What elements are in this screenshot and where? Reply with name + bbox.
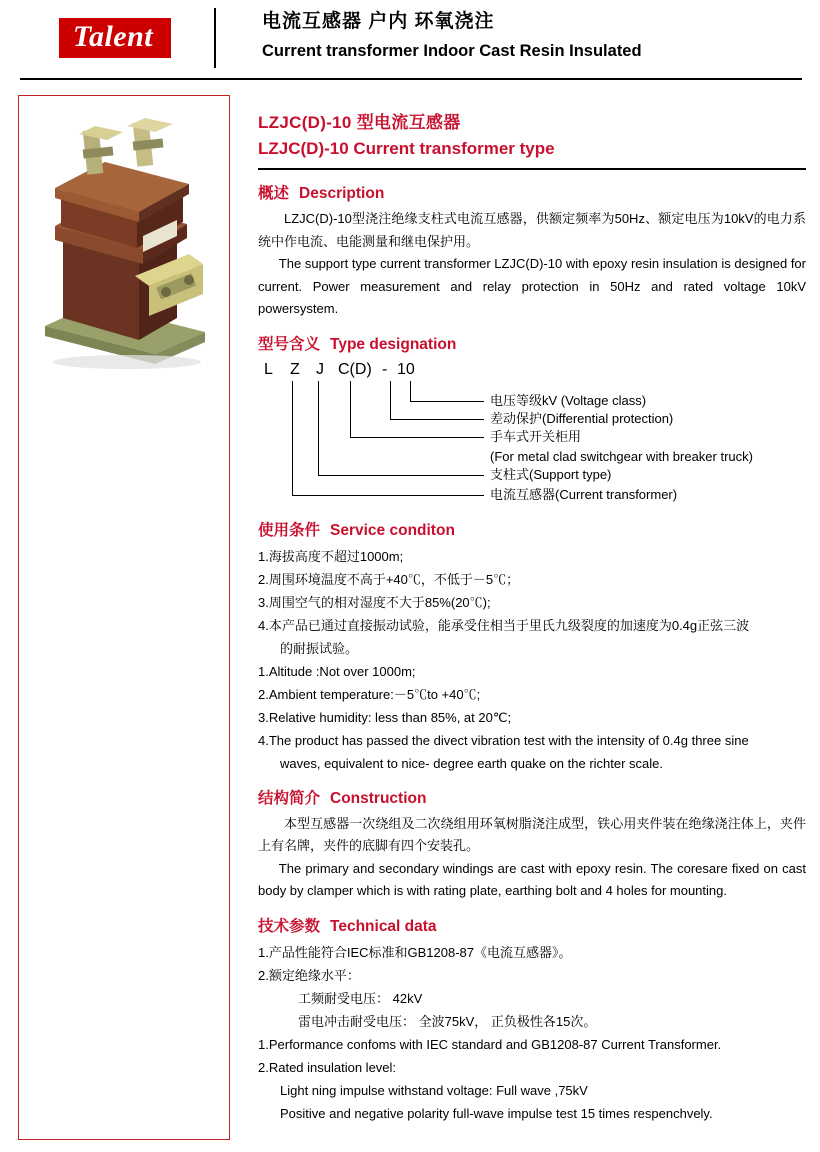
leader-line-truck-h [350, 437, 484, 438]
type-label-truck: 手车式开关柜用 [490, 428, 582, 444]
product-title-en: LZJC(D)-10 Current transformer type [258, 139, 555, 158]
technical-sub-en-1: Light ning impulse withstand voltage: Full wave ,75kV [280, 1082, 588, 1098]
section-heading-construction-cn: 结构简介 [258, 789, 321, 807]
leader-line-voltage-h [410, 401, 484, 402]
type-label-voltage-class: 电压等级kV (Voltage class) [490, 392, 647, 408]
service-item-cn-3: 3.周围空气的相对湿度不大于85%(20℃); [258, 594, 491, 610]
code-letter-l: L [264, 360, 273, 378]
leader-line-voltage-v [410, 381, 411, 401]
code-dash: - [382, 360, 388, 378]
section-heading-description-en: Description [299, 185, 385, 202]
section-heading-construction-en: Construction [330, 789, 427, 807]
technical-line-en-1: 1.Performance confoms with IEC standard and GB1208-87 Current Transformer. [258, 1036, 722, 1052]
section-heading-type-designation-en: Type designation [330, 335, 457, 353]
technical-sub-cn-2: 雷电冲击耐受电压： 全波75kV， 正负极性各15次。 [298, 1013, 597, 1029]
header-rule [20, 78, 802, 80]
type-label-differential: 差动保护(Differential protection) [490, 410, 674, 426]
product-image-panel [18, 95, 230, 1140]
section-heading-type-designation-cn: 型号含义 [258, 335, 321, 353]
section-heading-description-cn: 概述 [258, 185, 290, 202]
section-heading-type-designation [258, 333, 806, 357]
header-title-group [262, 8, 642, 64]
code-letter-j: J [316, 360, 324, 378]
leader-line-support-h [318, 475, 484, 476]
leader-line-diff-v [390, 381, 391, 419]
service-item-cn-1: 1.海拔高度不超过1000m; [258, 548, 404, 564]
service-item-en-1: 1.Altitude :Not over 1000m; [258, 663, 416, 679]
technical-sub-en-2: Positive and negative polarity full-wave impulse test 15 times respenchvely. [280, 1105, 713, 1121]
service-item-cn-4: 4.本产品已通过直接振动试验，能承受住相当于里氏九级裂度的加速度为0.4g正弦三波 [258, 617, 750, 633]
content-column [258, 110, 806, 1125]
technical-line-cn-2: 2.额定绝缘水平： [258, 967, 360, 983]
service-item-en-3: 3.Relative humidity: less than 85%, at 20℃; [258, 709, 512, 725]
description-paragraph-en: The support type current transformer LZJC(D)-10 with epoxy resin insulation is designed for current. Power measurement and relay protection in 50Hz and rated voltage 10kV powersystem. [258, 256, 806, 316]
service-item-en-4-cont: waves, equivalent to nice- degree earth quake on the richter scale. [280, 755, 664, 771]
header-vertical-divider [214, 8, 216, 68]
section-heading-service-condition-en: Service conditon [330, 521, 455, 539]
code-number-10: 10 [397, 360, 415, 378]
header-title-cn: 电流互感器 户内 环氧浇注 [262, 11, 495, 32]
section-heading-description [258, 182, 806, 206]
construction-paragraph-cn: 本型互感器一次绕组及二次绕组用环氧树脂浇注成型，铁心用夹件装在绝缘浇注体上，夹件上有名牌，夹件的底脚有四个安装孔。 [258, 815, 806, 853]
technical-line-cn-1: 1.产品性能符合IEC标准和GB1208-87《电流互感器》。 [258, 944, 572, 960]
service-item-cn-4-cont: 的耐振试验。 [280, 640, 359, 656]
section-heading-service-condition-cn: 使用条件 [258, 521, 321, 539]
construction-paragraph-en: The primary and secondary windings are cast with epoxy resin. The coresare fixed on cast body by clamper which is with rating plate, earthing bolt and 4 holes for mounting. [258, 860, 806, 898]
technical-sub-cn-1: 工频耐受电压： 42kV [298, 990, 423, 1006]
type-label-current-transformer: 电流互感器(Current transformer) [490, 486, 678, 502]
type-designation-diagram [258, 361, 806, 507]
description-paragraph-cn: LZJC(D)-10型浇注绝缘支柱式电流互感器，供额定频率为50Hz、额定电压为10kV的电力系统中作电流、电能测量和继电保护用。 [258, 211, 806, 249]
service-item-en-4: 4.The product has passed the divect vibration test with the intensity of 0.4g three sine [258, 732, 749, 748]
leader-line-ct-h [292, 495, 484, 496]
brand-logo [0, 7, 206, 69]
product-title-cn: LZJC(D)-10 型电流互感器 [258, 113, 461, 132]
leader-line-ct-v [292, 381, 293, 495]
type-label-truck-en: (For metal clad switchgear with breaker truck) [490, 448, 753, 464]
section-heading-technical-data [258, 915, 806, 939]
leader-line-truck-v [350, 381, 351, 437]
leader-line-diff-h [390, 419, 484, 420]
service-item-cn-2: 2.周围环境温度不高于+40℃，不低于－5℃； [258, 571, 520, 587]
section-heading-technical-data-en: Technical data [330, 917, 437, 935]
service-item-en-2: 2.Ambient temperature:－5℃to +40℃; [258, 686, 481, 702]
technical-line-en-2: 2.Rated insulation level: [258, 1059, 397, 1075]
section-heading-construction [258, 787, 806, 811]
leader-line-support-v [318, 381, 319, 475]
section-heading-service-condition [258, 519, 806, 543]
code-letter-z: Z [290, 360, 300, 378]
section-heading-technical-data-cn: 技术参数 [258, 917, 321, 935]
header-title-en: Current transformer Indoor Cast Resin Insulated [262, 42, 642, 60]
type-label-support-type: 支柱式(Support type) [490, 466, 612, 482]
logo-text: Talent [59, 18, 171, 58]
current-transformer-photo [27, 104, 221, 382]
code-letter-cd: C(D) [338, 360, 372, 378]
title-rule [258, 168, 806, 170]
